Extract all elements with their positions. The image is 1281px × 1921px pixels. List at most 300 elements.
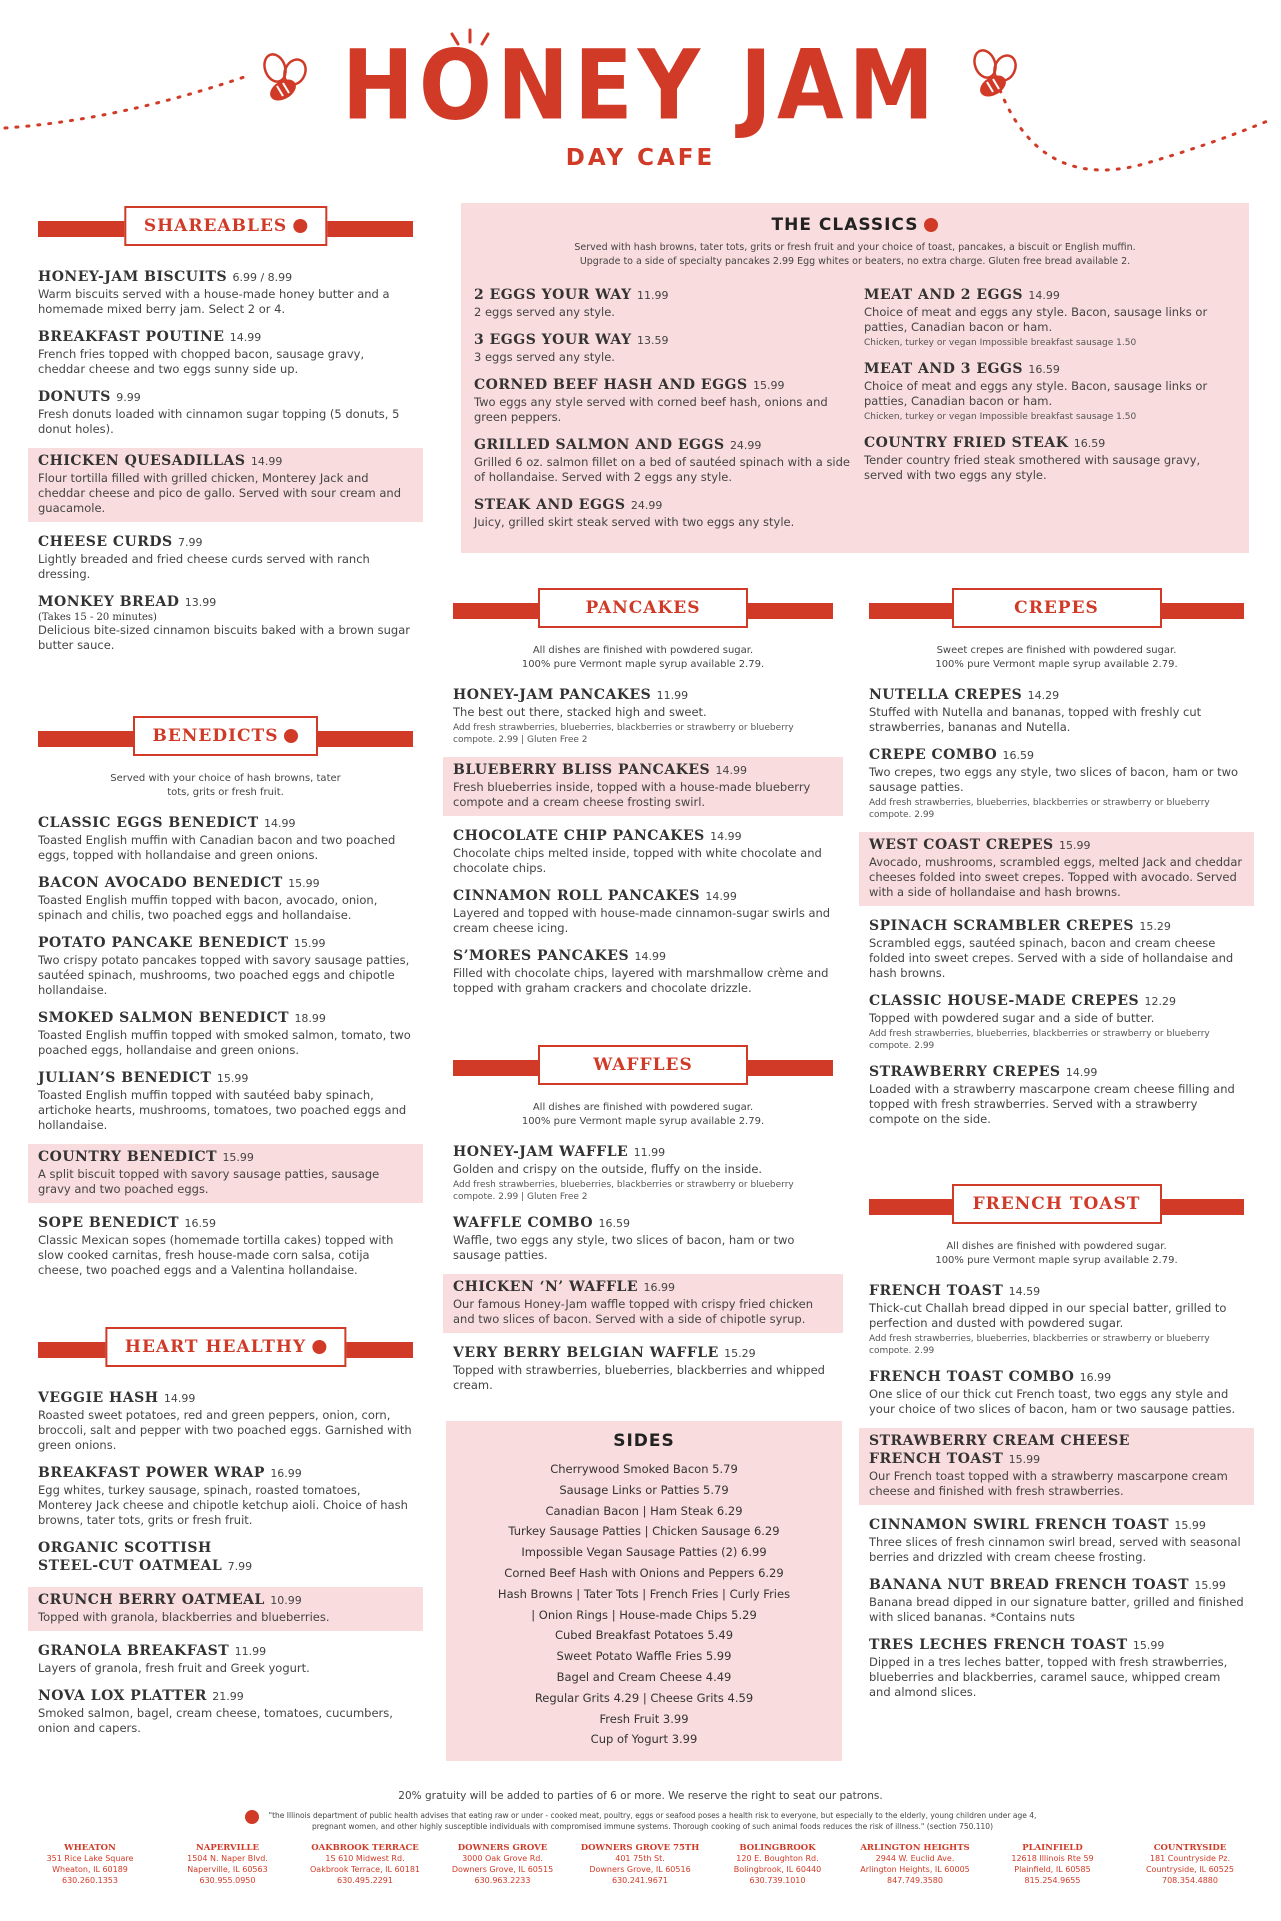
menu-item-name (869, 1636, 1244, 1655)
menu-item-title: MEAT AND 2 EGGS (864, 287, 1024, 303)
menu-item-name (864, 434, 1234, 453)
menu-item (453, 1214, 833, 1263)
menu-item-name (453, 686, 833, 705)
menu-item (443, 757, 843, 816)
location (855, 1843, 975, 1886)
menu-item-title: BREAKFAST POUTINE (38, 329, 225, 345)
menu-item-title: TRES LECHES FRENCH TOAST (869, 1637, 1128, 1653)
classics-panel (461, 203, 1249, 553)
section-header-french-toast: FRENCH TOAST (869, 1184, 1244, 1228)
menu-item-description: Thick-cut Challah bread dipped in our special batter, grilled to perfection and dusted with powdered sugar. (869, 1301, 1227, 1330)
menu-item-name (869, 686, 1244, 705)
menu-item-price: 15.99 (1194, 1579, 1226, 1592)
location-address: 120 E. Boughton Rd. (736, 1854, 819, 1863)
menu-item-description: Stuffed with Nutella and bananas, topped with freshly cut strawberries, bananas and Nutella. (869, 705, 1202, 734)
menu-item-name (38, 1464, 413, 1483)
menu-item-title-line2: STEEL-CUT OATMEAL (38, 1558, 223, 1574)
menu-item-subnote: (Takes 15 - 20 minutes) (38, 612, 157, 623)
menu-item-name (38, 1214, 413, 1233)
section-header-heart-healthy: HEART HEALTHY (38, 1327, 413, 1371)
location-name: PLAINFIELD (1022, 1843, 1083, 1853)
menu-item-description: Chocolate chips melted inside, topped with white chocolate and chocolate chips. (453, 846, 822, 875)
menu-item (443, 1274, 843, 1333)
menu-item-title: FRENCH TOAST (869, 1283, 1004, 1299)
menu-item (38, 1069, 413, 1133)
location-address: 3000 Oak Grove Rd. (462, 1854, 543, 1863)
menu-item-name (869, 992, 1244, 1011)
menu-item-title: DONUTS (38, 389, 111, 405)
menu-item-price: 11.99 (636, 289, 669, 302)
menu-item-title: HONEY-JAM WAFFLE (453, 1144, 629, 1160)
menu-item-name (474, 331, 854, 350)
menu-item-title: CRUNCH BERRY OATMEAL (38, 1592, 265, 1608)
menu-item (869, 1576, 1244, 1625)
location-phone: 847.749.3580 (887, 1876, 943, 1885)
menu-item (859, 832, 1254, 906)
menu-item (474, 376, 854, 425)
side-item: Hash Browns | Tater Tots | French Fries | Curly Fries (497, 1586, 791, 1601)
french-toast-note: All dishes are finished with powdered sugar. 100% pure Vermont maple syrup available 2.79. (935, 1241, 1178, 1266)
location-city: Bolingbrook, IL 60440 (733, 1865, 822, 1874)
section-header-benedicts: BENEDICTS (38, 716, 413, 760)
menu-item-price: 14.99 (1065, 1066, 1098, 1079)
location (168, 1843, 288, 1886)
menu-item (38, 1389, 413, 1453)
menu-item-description: Three slices of fresh cinnamon swirl bread, served with seasonal berries and drizzled with cream cheese frosting. (869, 1535, 1241, 1564)
menu-item-title: GRANOLA BREAKFAST (38, 1643, 230, 1659)
menu-item-description: Layered and topped with house-made cinnamon-sugar swirls and cream cheese icing. (453, 906, 831, 935)
menu-item-price: 10.99 (270, 1594, 302, 1607)
menu-item-addon: Add fresh strawberries, blueberries, blackberries or strawberry or blueberry compote. 2.99 | Gluten Free 2 (453, 1180, 794, 1202)
menu-item-description: Fresh donuts loaded with cinnamon sugar topping (5 donuts, 5 donut holes). (38, 407, 400, 436)
menu-item-title: STEAK AND EGGS (474, 497, 626, 513)
menu-item-description: Banana bread dipped in our signature batter, grilled and finished with sliced bananas. *Contains nuts (869, 1595, 1244, 1624)
menu-item-price: 15.99 (1132, 1639, 1165, 1652)
sides-title: SIDES (613, 1431, 675, 1451)
right-column (869, 580, 1244, 1711)
menu-item-name (453, 761, 833, 780)
side-item: Cup of Yogurt 3.99 (590, 1732, 698, 1747)
menu-item-price: 14.99 (634, 950, 666, 963)
menu-item-name (38, 328, 413, 347)
menu-item-price: 15.29 (724, 1347, 756, 1360)
menu-item-title: WAFFLE COMBO (453, 1215, 594, 1231)
left-column (38, 198, 413, 1747)
menu-item-title: SOPE BENEDICT (38, 1215, 180, 1231)
menu-item-addon: Chicken, turkey or vegan Impossible breakfast sausage 1.50 (864, 338, 1137, 348)
menu-item-title: ORGANIC SCOTTISH (38, 1540, 212, 1556)
menu-item-name (38, 1389, 413, 1408)
menu-item-name (869, 917, 1244, 936)
menu-item-name (38, 452, 413, 471)
benedicts-note: Served with your choice of hash browns, tater tots, grits or fresh fruit. (110, 773, 341, 798)
menu-item-name (864, 286, 1234, 305)
menu-item-title: HONEY-JAM BISCUITS (38, 269, 228, 285)
location (580, 1843, 700, 1886)
menu-item-name (453, 1344, 833, 1363)
menu-item-title: NUTELLA CREPES (869, 687, 1023, 703)
menu-item-addon: Chicken, turkey or vegan Impossible breakfast sausage 1.50 (864, 412, 1137, 422)
menu-item-description: Loaded with a strawberry mascarpone cream cheese filling and topped with fresh strawberries. Served with a strawberry compote on the side. (869, 1082, 1235, 1126)
menu-item-name (453, 1143, 833, 1162)
location-address: 1504 N. Naper Blvd. (187, 1854, 268, 1863)
menu-item-description: Delicious bite-sized cinnamon biscuits baked with a brown sugar butter sauce. (38, 623, 410, 652)
menu-item-title: NOVA LOX PLATTER (38, 1688, 207, 1704)
menu-item-title: CREPE COMBO (869, 747, 998, 763)
menu-item-title: MEAT AND 3 EGGS (864, 361, 1024, 377)
menu-item-title: CHICKEN QUESADILLAS (38, 453, 246, 469)
location (993, 1843, 1113, 1886)
menu-item (864, 434, 1234, 483)
menu-item-description: Classic Mexican sopes (homemade tortilla cakes) topped with slow cooked carnitas, fresh house-made corn salsa, cotija cheese, two poached eggs and a Valentina hollandaise. (38, 1233, 394, 1277)
menu-item-name (869, 1516, 1244, 1535)
menu-item-name (474, 286, 854, 305)
menu-item-description: Two eggs any style served with corned beef hash, onions and green peppers. (474, 395, 828, 424)
menu-item (869, 1063, 1244, 1127)
menu-item-title: BACON AVOCADO BENEDICT (38, 875, 283, 891)
menu-item (869, 1368, 1244, 1417)
side-item: | Onion Rings | House-made Chips 5.29 (531, 1607, 757, 1622)
menu-item-title: VERY BERRY BELGIAN WAFFLE (453, 1345, 719, 1361)
menu-item-description: Golden and crispy on the outside, fluffy on the inside. (453, 1162, 763, 1176)
menu-item-name (474, 436, 854, 455)
menu-item-name (38, 1069, 413, 1088)
menu-item-price: 11.99 (656, 689, 689, 702)
menu-item (474, 331, 854, 365)
menu-item-addon: Add fresh strawberries, blueberries, blackberries or strawberry or blueberry compote. 2.99 | Gluten Free 2 (453, 723, 794, 745)
menu-item-title: JULIAN’S BENEDICT (38, 1070, 212, 1086)
menu-item-name (38, 388, 413, 407)
menu-item-name (453, 887, 833, 906)
location-name: WHEATON (64, 1843, 116, 1853)
menu-header (0, 0, 1281, 190)
menu-item-price: 16.59 (1073, 437, 1106, 450)
menu-item (869, 1636, 1244, 1700)
honey-icon (924, 218, 938, 232)
menu-item-price: 7.99 (177, 536, 203, 549)
location-name: OAKBROOK TERRACE (311, 1843, 419, 1853)
menu-item (453, 887, 833, 936)
menu-item-description: Waffle, two eggs any style, two slices of bacon, ham or two sausage patties. (453, 1233, 795, 1262)
menu-item-description: Two crepes, two eggs any style, two slices of bacon, ham or two sausage patties. (869, 765, 1239, 794)
menu-item (864, 360, 1234, 423)
location-phone: 630.739.1010 (749, 1876, 806, 1885)
menu-item-addon: Add fresh strawberries, blueberries, blackberries or strawberry or blueberry compote. 2.99 (869, 798, 1210, 820)
menu-item-title: CORNED BEEF HASH AND EGGS (474, 377, 748, 393)
menu-item-title: GRILLED SALMON AND EGGS (474, 437, 725, 453)
menu-item (453, 1344, 833, 1393)
menu-item (38, 533, 413, 582)
menu-item-title: WEST COAST CREPES (869, 837, 1054, 853)
menu-item-name (864, 360, 1234, 379)
menu-item (869, 746, 1244, 821)
location-city: Downers Grove, IL 60516 (589, 1865, 691, 1874)
menu-item-description: Scrambled eggs, sautéed spinach, bacon and cream cheese folded into sweet crepes. Served with a side of hollandaise and hash browns. (869, 936, 1234, 980)
menu-item-description: Layers of granola, fresh fruit and Greek yogurt. (38, 1661, 310, 1675)
crepes-note: Sweet crepes are finished with powdered sugar. 100% pure Vermont maple syrup available 2.79. (935, 645, 1178, 670)
menu-item-title: BREAKFAST POWER WRAP (38, 1465, 265, 1481)
menu-item (453, 1143, 833, 1203)
menu-item (38, 1214, 413, 1278)
menu-item-description: 2 eggs served any style. (474, 305, 615, 319)
menu-item-price: 14.99 (163, 1392, 196, 1405)
menu-item-name (869, 1282, 1244, 1301)
menu-item-title: 2 EGGS YOUR WAY (474, 287, 632, 303)
menu-item (38, 1687, 413, 1736)
location (30, 1843, 150, 1886)
menu-item-description: Topped with powdered sugar and a side of butter. (869, 1011, 1155, 1025)
side-item: Sausage Links or Patties 5.79 (559, 1482, 729, 1497)
side-item: Canadian Bacon | Ham Steak 6.29 (545, 1503, 743, 1518)
menu-item-name (869, 1368, 1244, 1387)
menu-item-price: 21.99 (212, 1690, 244, 1703)
side-item: Bagel and Cream Cheese 4.49 (556, 1669, 732, 1684)
menu-item (859, 1428, 1254, 1505)
menu-footer (0, 1790, 1281, 1832)
menu-item-description: Two crispy potato pancakes topped with savory sausage patties, sautéed spinach, mushrooms, two poached eggs and chipotle hollandaise. (38, 953, 410, 997)
menu-item-title: VEGGIE HASH (38, 1390, 159, 1406)
location-city: Oakbrook Terrace, IL 60181 (310, 1865, 420, 1874)
location-city: Downers Grove, IL 60515 (451, 1865, 554, 1874)
menu-item-price: 15.99 (293, 937, 326, 950)
menu-item (38, 328, 413, 377)
menu-item-name (38, 934, 413, 953)
location-phone: 630.955.0950 (199, 1876, 256, 1885)
menu-item-price: 11.99 (234, 1645, 267, 1658)
menu-item-price: 15.99 (216, 1072, 249, 1085)
locations-list (30, 1843, 1250, 1886)
sides-panel (446, 1421, 842, 1761)
menu-item-title: CHICKEN ‘N’ WAFFLE (453, 1279, 639, 1295)
honey-icon (284, 729, 298, 743)
side-item: Cubed Breakfast Potatoes 5.49 (554, 1628, 734, 1643)
honey-icon (312, 1340, 326, 1354)
menu-item (38, 814, 413, 863)
menu-item-title: BANANA NUT BREAD FRENCH TOAST (869, 1577, 1189, 1593)
menu-item-description: Filled with chocolate chips, layered with marshmallow crème and topped with graham crackers and chocolate drizzle. (453, 966, 829, 995)
menu-item-description: Topped with granola, blackberries and blueberries. (38, 1610, 330, 1624)
shareables-list (38, 268, 413, 653)
side-item: Sweet Potato Waffle Fries 5.99 (556, 1649, 732, 1664)
side-item: Regular Grits 4.29 | Cheese Grits 4.59 (534, 1690, 754, 1705)
menu-item-addon: Add fresh strawberries, blueberries, blackberries or strawberry or blueberry compote. 2.99 (869, 1029, 1210, 1051)
classics-title: THE CLASSICS (481, 215, 1229, 235)
menu-item-description: Smoked salmon, bagel, cream cheese, tomatoes, cucumbers, onion and capers. (38, 1706, 393, 1735)
menu-item-title: S’MORES PANCAKES (453, 948, 630, 964)
menu-item-addon: Add fresh strawberries, blueberries, blackberries or strawberry or blueberry compote. 2.99 (869, 1334, 1210, 1356)
menu-item-name (869, 836, 1244, 855)
menu-item-title: COUNTRY FRIED STEAK (864, 435, 1069, 451)
menu-item (474, 436, 854, 485)
menu-item (869, 1282, 1244, 1357)
menu-item-price: 9.99 (116, 391, 141, 404)
menu-item-description: Roasted sweet potatoes, red and green peppers, onion, corn, broccoli, salt and pepper with two poached eggs. Garnished with green onions. (38, 1408, 412, 1452)
side-item: Corned Beef Hash with Onions and Peppers 6.29 (504, 1565, 784, 1580)
menu-item-title: CINNAMON ROLL PANCAKES (453, 888, 701, 904)
menu-item (28, 1144, 423, 1203)
menu-item-name (38, 1642, 413, 1661)
menu-item-title: MONKEY BREAD (38, 594, 180, 610)
menu-item-price: 11.99 (633, 1146, 666, 1159)
menu-item-name (453, 1214, 833, 1233)
menu-item (474, 286, 854, 320)
menu-item-title: SPINACH SCRAMBLER CREPES (869, 918, 1134, 934)
menu-item-title: BLUEBERRY BLISS PANCAKES (453, 762, 711, 778)
classics-note: Served with hash browns, tater tots, grits or fresh fruit and your choice of toast, pancakes, a biscuit or English muffin. Upgrade to a side of specialty pancakes 2.99 Egg whites or beaters, no extra charge. Gluten free bread available 2. (574, 242, 1136, 267)
location-city: Countryside, IL 60525 (1145, 1865, 1235, 1874)
menu-item-name (453, 1278, 833, 1297)
menu-item (38, 1009, 413, 1058)
menu-item-price: 16.99 (1079, 1371, 1112, 1384)
menu-item-description: Choice of meat and eggs any style. Bacon, sausage links or patties, Canadian bacon or ham. (864, 305, 1208, 334)
location-name: DOWNERS GROVE (457, 1843, 548, 1853)
menu-item (869, 917, 1244, 981)
menu-item-price: 15.29 (1139, 920, 1171, 933)
menu-item-name (38, 814, 413, 833)
location-city: Arlington Heights, IL 60005 (860, 1865, 970, 1874)
menu-item-price: 7.99 (227, 1560, 253, 1573)
menu-item-description: Avocado, mushrooms, scrambled eggs, melted Jack and cheddar cheeses folded into sweet crepes. Topped with avocado. Served with a side of hollandaise and hash browns. (869, 855, 1243, 899)
menu-item (869, 1516, 1244, 1565)
menu-item-price: 14.29 (1027, 689, 1060, 702)
menu-item-price: 14.99 (250, 455, 283, 468)
waffles-note: All dishes are finished with powdered sugar. 100% pure Vermont maple syrup available 2.79. (521, 1102, 765, 1127)
middle-column (453, 580, 833, 1404)
menu-item (38, 874, 413, 923)
menu-item-description: Choice of meat and eggs any style. Bacon, sausage links or patties, Canadian bacon or ham. (864, 379, 1208, 408)
menu-item-description: Topped with strawberries, blueberries, blackberries and whipped cream. (453, 1363, 825, 1392)
menu-item-price: 15.99 (753, 379, 785, 392)
menu-item (38, 934, 413, 998)
classics-left-list (474, 286, 854, 541)
menu-item-name (38, 268, 413, 287)
menu-item (28, 1587, 423, 1631)
menu-item-price: 12.29 (1144, 995, 1176, 1008)
location-name: NAPERVILLE (196, 1843, 259, 1853)
location-name: ARLINGTON HEIGHTS (860, 1843, 970, 1853)
menu-item-title: FRENCH TOAST COMBO (869, 1369, 1075, 1385)
menu-item-title: 3 EGGS YOUR WAY (474, 332, 632, 348)
menu-item (869, 992, 1244, 1052)
french-toast-list (869, 1282, 1244, 1700)
menu-item-description: Lightly breaded and fried cheese curds served with ranch dressing. (38, 552, 370, 581)
menu-item (453, 686, 833, 746)
waffles-list (453, 1143, 833, 1393)
menu-item-price: 16.59 (184, 1217, 216, 1230)
menu-item-name (453, 947, 833, 966)
menu-item-name (869, 746, 1244, 765)
sides-list (456, 1459, 832, 1750)
menu-item-price: 16.99 (643, 1281, 675, 1294)
menu-item-price: 14.59 (1008, 1285, 1041, 1298)
menu-item-description: Egg whites, turkey sausage, spinach, roasted tomatoes, Monterey Jack cheese and chipotle ketchup aioli. Choice of hash browns, tater tots, grits or fresh fruit. (38, 1483, 408, 1527)
location-phone: 815.254.9655 (1024, 1876, 1081, 1885)
location-phone: 630.963.2233 (474, 1876, 531, 1885)
menu-item-name (869, 1063, 1244, 1082)
location (305, 1843, 425, 1886)
menu-item-price: 15.99 (1059, 839, 1091, 852)
menu-item-price: 15.99 (222, 1151, 254, 1164)
menu-item-price: 15.99 (1008, 1453, 1041, 1466)
honey-icon (245, 1810, 259, 1824)
menu-item-title-line2: FRENCH TOAST (869, 1451, 1004, 1467)
menu-item-description: Grilled 6 oz. salmon fillet on a bed of sautéed spinach with a side of hollandaise. Served with 2 eggs any style. (474, 455, 851, 484)
menu-item (474, 496, 854, 530)
menu-item-price: 16.99 (270, 1467, 302, 1480)
location-address: 2944 W. Euclid Ave. (875, 1854, 955, 1863)
menu-item-description: Flour tortilla filled with grilled chicken, Monterey Jack and cheddar cheese and pico de gallo. Served with sour cream and guacamole. (38, 471, 402, 515)
location-city: Naperville, IL 60563 (187, 1865, 268, 1874)
menu-item-description: The best out there, stacked high and sweet. (453, 705, 707, 719)
menu-item-price: 13.99 (184, 596, 217, 609)
menu-item-name (38, 1591, 413, 1610)
location-address: 401 75th St. (615, 1854, 665, 1863)
menu-item (453, 827, 833, 876)
location-address: 351 Rice Lake Square (46, 1854, 134, 1863)
menu-item-title: COUNTRY BENEDICT (38, 1149, 218, 1165)
menu-item-description: Our French toast topped with a strawberry mascarpone cream cheese and finished with fresh strawberries. (869, 1469, 1228, 1498)
menu-item-price: 14.99 (715, 764, 748, 777)
brand-logo: HONEY JAM (341, 30, 940, 142)
section-header-waffles: WAFFLES (453, 1045, 833, 1089)
menu-item-description: Our famous Honey-Jam waffle topped with crispy fried chicken and two slices of bacon. Served with a side of chipotle syrup. (453, 1297, 814, 1326)
section-header-crepes: CREPES (869, 588, 1244, 632)
location-name: COUNTRYSIDE (1153, 1843, 1227, 1853)
menu-item-price: 14.99 (264, 817, 296, 830)
menu-item-price: 14.99 (229, 331, 262, 344)
menu-item-description: Toasted English muffin topped with bacon, avocado, onion, spinach and chilis, two poached eggs and hollandaise. (38, 893, 378, 922)
menu-item-price: 6.99 / 8.99 (232, 271, 293, 284)
menu-item (38, 1464, 413, 1528)
menu-item-name (38, 1687, 413, 1706)
menu-item-price: 15.99 (1174, 1519, 1206, 1532)
location-city: Plainfield, IL 60585 (1014, 1865, 1091, 1874)
menu-item-name (453, 827, 833, 846)
menu-item-name (869, 1432, 1244, 1469)
menu-item-description: Toasted English muffin with Canadian bacon and two poached eggs, topped with hollandaise and green onions. (38, 833, 396, 862)
menu-item-title: CHEESE CURDS (38, 534, 173, 550)
side-item: Impossible Vegan Sausage Patties (2) 6.99 (521, 1545, 767, 1560)
section-header-shareables: SHAREABLES (38, 206, 413, 250)
menu-item-title: POTATO PANCAKE BENEDICT (38, 935, 289, 951)
menu-item (864, 286, 1234, 349)
location-phone: 630.495.2291 (337, 1876, 393, 1885)
menu-item-title: SMOKED SALMON BENEDICT (38, 1010, 290, 1026)
menu-item-description: French fries topped with chopped bacon, sausage gravy, cheddar cheese and two eggs sunny side up. (38, 347, 365, 376)
menu-item-description: A split biscuit topped with savory sausage patties, sausage gravy and two poached eggs. (38, 1167, 380, 1196)
menu-item-price: 18.99 (294, 1012, 326, 1025)
side-item: Cherrywood Smoked Bacon 5.79 (550, 1462, 738, 1476)
menu-item-price: 24.99 (729, 439, 762, 452)
menu-item-price: 15.99 (288, 877, 320, 890)
menu-item-name (38, 533, 413, 552)
menu-item-name (38, 1009, 413, 1028)
menu-item (38, 1539, 413, 1576)
menu-item-price: 14.99 (705, 890, 737, 903)
honey-icon (293, 219, 307, 233)
menu-item-name (38, 1539, 413, 1576)
health-warning: "the Illinois department of public health advises that eating raw or under - cooked meat, poultry, eggs or seafood poses a health risk to everyone, but especially to the elderly, young children under age 4, pregnant women, and other highly susceptible individuals with compromised immune systems. Thorough cooking of such animal foods reduces the risk of illness." (section 750.110) (0, 1810, 1281, 1832)
menu-item (38, 388, 413, 437)
location-address: 181 Countryside Pz. (1149, 1854, 1231, 1863)
menu-item-name (474, 496, 854, 515)
menu-item-price: 13.59 (636, 334, 669, 347)
menu-item (453, 947, 833, 996)
location-name: BOLINGBROOK (739, 1843, 816, 1853)
menu-item-description: Toasted English muffin topped with sautéed baby spinach, artichoke hearts, mushrooms, tomatoes, two poached eggs and hollandaise. (38, 1088, 407, 1132)
menu-item-description: Fresh blueberries inside, topped with a house-made blueberry compote and a cream cheese frosting swirl. (453, 780, 811, 809)
section-header-pancakes: PANCAKES (453, 588, 833, 632)
